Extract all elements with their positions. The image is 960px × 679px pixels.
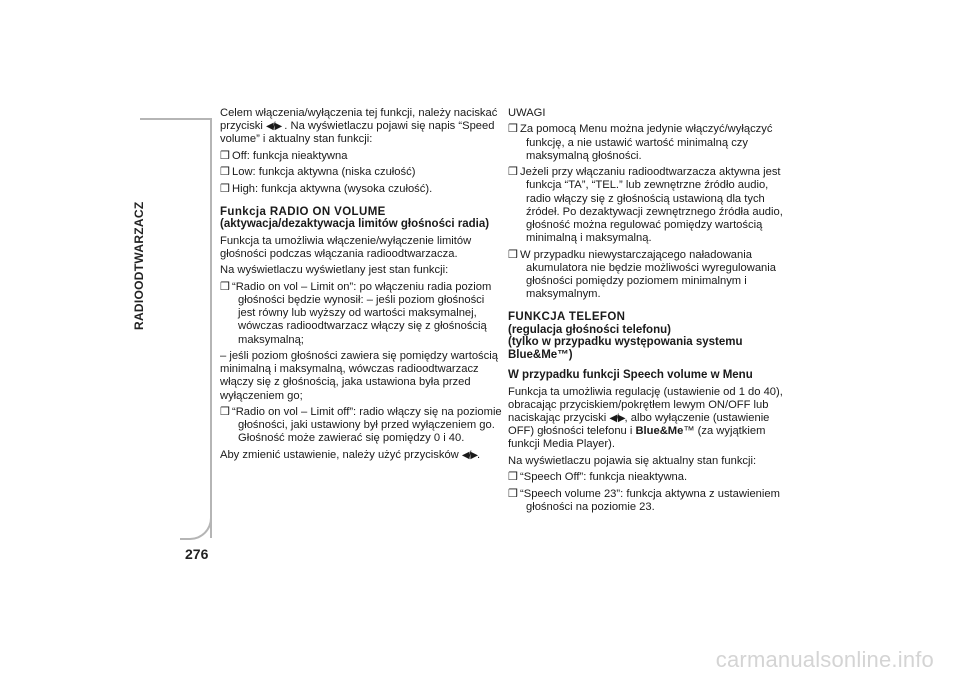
paragraph: Funkcja ta umożliwia regulację (ustawienie od 1 do 40), obracając przyciskiem/pokrętłem lewym ON/OFF lub naciskając przyciski ◀/▶, albo wyłączenie (ustawienie OFF) głośności telefonu i Blue&Me™ (za wyjątkiem funkcji Media Player). xyxy=(508,385,783,451)
checkbox-bullet-icon: ❒ xyxy=(508,487,519,500)
checkbox-bullet-icon: ❒ xyxy=(508,123,519,136)
paragraph: Na wyświetlaczu wyświetlany jest stan funkcji: xyxy=(220,264,449,277)
sidebar-vertical-line xyxy=(210,118,212,538)
checkbox-bullet-icon: ❒ xyxy=(220,280,231,293)
list-item-note-1: ❒ Za pomocą Menu można jedynie włączyć/wyłączyć funkcję, a nie ustawić wartość minimalną czy maksymalną głośności. xyxy=(508,123,773,162)
sidebar-corner xyxy=(180,508,212,540)
list-item-note-3: ❒ W przypadku niewystarczającego naładowania akumulatora nie będzie możliwości wyregulowania głośności pomiędzy poziomem minimalnym i maksymalnym. xyxy=(508,248,776,301)
list-item-speech-off: ❒ “Speech Off”: funkcja nieaktywna. xyxy=(508,471,688,484)
intro-paragraph: Celem włączenia/wyłączenia tej funkcji, należy naciskać przyciski ◀/▶ . Na wyświetlaczu pojawi się napis “Speed volume” i aktualny stan funkcji: xyxy=(220,107,498,146)
section-label: RADIOODTWARZACZ xyxy=(132,201,146,330)
arrow-buttons-icon: ◀/▶ xyxy=(609,413,625,425)
list-item-limit-on: ❒ “Radio on vol – Limit on”: po włączeniu radia poziom głośności będzie wynosił: – jeśli poziom głośności jest równy lub wyższy od wartości maksymalnej, wówczas radioodtwarzacz włączy się z głośnością maksymalną; xyxy=(220,280,492,346)
paragraph: – jeśli poziom głośności zawiera się pomiędzy wartością minimalną i maksymalną, wówczas radioodtwarzacz włączy się z głośnością, jaka ustawiona była przed wyłączeniem go; xyxy=(220,349,498,402)
sidebar-top-line xyxy=(140,118,210,120)
arrow-buttons-icon: ◀/▶ xyxy=(266,121,282,133)
list-item-high: ❒ High: funkcja aktywna (wysoka czułość). xyxy=(220,182,433,195)
section-heading-phone: FUNKCJA TELEFON (regulacja głośności telefonu) (tylko w przypadku występowania systemu Blue&Me™) xyxy=(508,311,743,361)
list-item-off: ❒ Off: funkcja nieaktywna xyxy=(220,149,348,162)
list-item-speech-volume: ❒ “Speech volume 23”: funkcja aktywna z ustawieniem głośności na poziomie 23. xyxy=(508,487,780,513)
subheading-speech-volume: W przypadku funkcji Speech volume w Menu xyxy=(508,369,753,382)
page-number: 276 xyxy=(185,546,209,562)
checkbox-bullet-icon: ❒ xyxy=(220,149,231,162)
section-heading-radio-on-volume: Funkcja RADIO ON VOLUME (aktywacja/dezaktywacja limitów głośności radia) xyxy=(220,205,490,231)
paragraph: Funkcja ta umożliwia włączenie/wyłączenie limitów głośności podczas włączania radioodtwarzacza. xyxy=(220,234,472,260)
paragraph: Aby zmienić ustawienie, należy użyć przycisków ◀/▶. xyxy=(220,448,481,461)
left-column xyxy=(220,107,502,465)
checkbox-bullet-icon: ❒ xyxy=(220,405,231,418)
list-item-low: ❒ Low: funkcja aktywna (niska czułość) xyxy=(220,166,416,179)
list-item-limit-off: ❒ “Radio on vol – Limit off”: radio włączy się na poziomie głośności, jaki ustawiony był przed wyłączeniem go. Głośność może zawierać się pomiędzy 0 i 40. xyxy=(220,405,502,445)
checkbox-bullet-icon: ❒ xyxy=(508,166,519,179)
arrow-buttons-icon: ◀/▶ xyxy=(461,449,478,461)
list-item-note-2: ❒ Jeżeli przy włączaniu radioodtwarzacza aktywna jest funkcja “TA”, “TEL.” lub zewnętrzne źródło audio, radio włączy się z głośnością ustawioną dla tych źródeł. Po dezaktywacji zewnętrznego źródła audio, głośność można regulować pomiędzy wartością minimalną i maksymalną. xyxy=(508,166,783,245)
checkbox-bullet-icon: ❒ xyxy=(508,471,519,484)
checkbox-bullet-icon: ❒ xyxy=(220,182,231,195)
checkbox-bullet-icon: ❒ xyxy=(220,166,231,179)
right-column xyxy=(508,107,793,517)
checkbox-bullet-icon: ❒ xyxy=(508,248,519,261)
notes-label: UWAGI xyxy=(508,107,546,119)
brand-name: Blue&Me xyxy=(635,425,684,438)
paragraph: Na wyświetlaczu pojawia się aktualny stan funkcji: xyxy=(508,454,757,467)
watermark: carmanualsonline.info xyxy=(715,647,934,672)
